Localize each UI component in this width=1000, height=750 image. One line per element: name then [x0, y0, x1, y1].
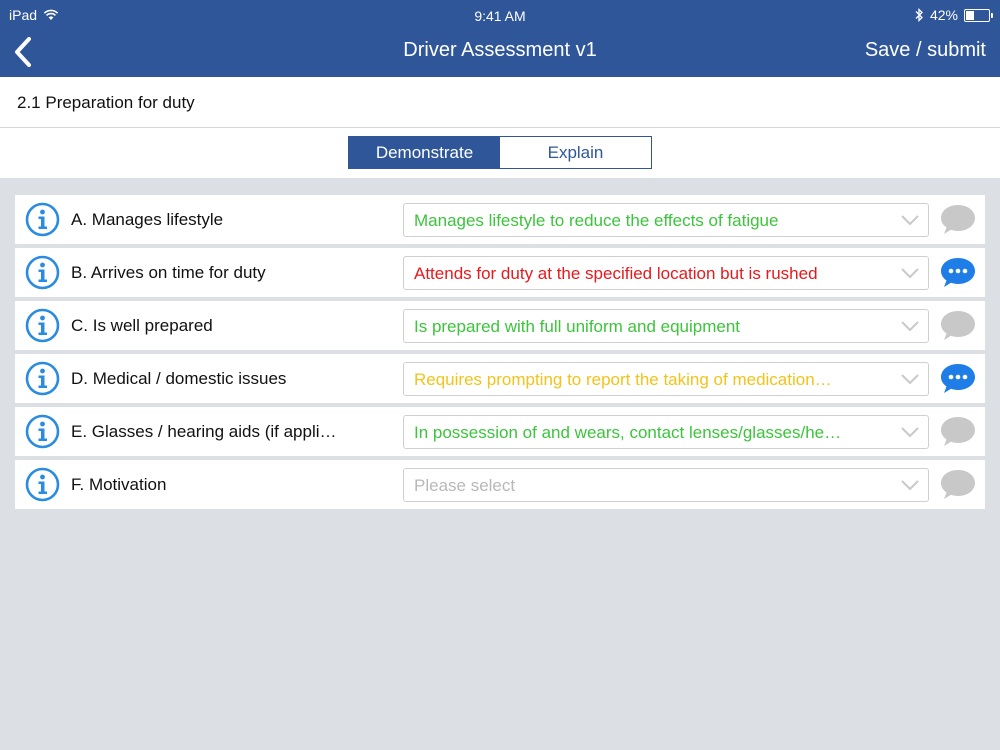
save-submit-button[interactable]: Save / submit — [864, 39, 986, 61]
rating-value: Attends for duty at the specified location but is rushed — [414, 264, 818, 283]
navigation-bar — [0, 30, 1000, 77]
section-header — [0, 77, 1000, 128]
chevron-down-icon — [900, 424, 920, 440]
battery-percent: 42% — [929, 7, 958, 23]
rating-select[interactable] — [403, 468, 929, 502]
comment-bubble-icon[interactable] — [939, 202, 977, 236]
info-icon[interactable] — [25, 414, 60, 449]
info-icon[interactable] — [25, 361, 60, 396]
assessment-row — [15, 407, 985, 456]
chevron-down-icon — [900, 212, 920, 228]
assessment-row — [15, 354, 985, 403]
info-icon[interactable] — [25, 308, 60, 343]
row-label: C. Is well prepared — [71, 316, 213, 335]
assessment-row — [15, 301, 985, 350]
status-bar — [0, 0, 1000, 30]
chevron-down-icon — [900, 371, 920, 387]
chevron-down-icon — [900, 265, 920, 281]
assessment-row — [15, 248, 985, 297]
rating-select[interactable] — [403, 309, 929, 343]
rating-value: Please select — [414, 476, 516, 495]
info-icon[interactable] — [25, 255, 60, 290]
assessment-row — [15, 195, 985, 244]
row-label: D. Medical / domestic issues — [71, 369, 287, 388]
assessment-list — [15, 195, 985, 513]
comment-bubble-icon[interactable] — [939, 414, 977, 448]
rating-select[interactable] — [403, 203, 929, 237]
row-label: E. Glasses / hearing aids (if appli… — [71, 422, 337, 441]
comment-bubble-icon[interactable] — [939, 308, 977, 342]
mode-segmented-control — [348, 136, 652, 169]
battery-icon — [964, 9, 990, 22]
chevron-down-icon — [900, 318, 920, 334]
rating-value: Requires prompting to report the taking of medication… — [414, 370, 832, 389]
top-bar — [0, 0, 1000, 77]
row-label: A. Manages lifestyle — [71, 210, 224, 229]
segment-area — [0, 128, 1000, 178]
device-label: iPad — [9, 7, 38, 23]
bluetooth-icon — [915, 8, 924, 22]
info-icon[interactable] — [25, 467, 60, 502]
row-label: F. Motivation — [71, 475, 167, 494]
rating-select[interactable] — [403, 362, 929, 396]
rating-value: Is prepared with full uniform and equipment — [414, 317, 741, 336]
section-title: 2.1 Preparation for duty — [17, 93, 195, 112]
row-label: B. Arrives on time for duty — [71, 263, 266, 282]
status-time: 9:41 AM — [474, 8, 526, 24]
segment-demonstrate[interactable]: Demonstrate — [349, 137, 500, 168]
rating-value: Manages lifestyle to reduce the effects of fatigue — [414, 211, 779, 230]
rating-select[interactable] — [403, 256, 929, 290]
page-title: Driver Assessment v1 — [403, 39, 597, 61]
comment-bubble-icon[interactable] — [939, 467, 977, 501]
comment-bubble-icon[interactable] — [939, 361, 977, 395]
rating-value: In possession of and wears, contact lenses/glasses/he… — [414, 423, 842, 442]
comment-bubble-icon[interactable] — [939, 255, 977, 289]
assessment-row — [15, 460, 985, 509]
segment-explain[interactable]: Explain — [500, 137, 651, 168]
info-icon[interactable] — [25, 202, 60, 237]
chevron-down-icon — [900, 477, 920, 493]
rating-select[interactable] — [403, 415, 929, 449]
